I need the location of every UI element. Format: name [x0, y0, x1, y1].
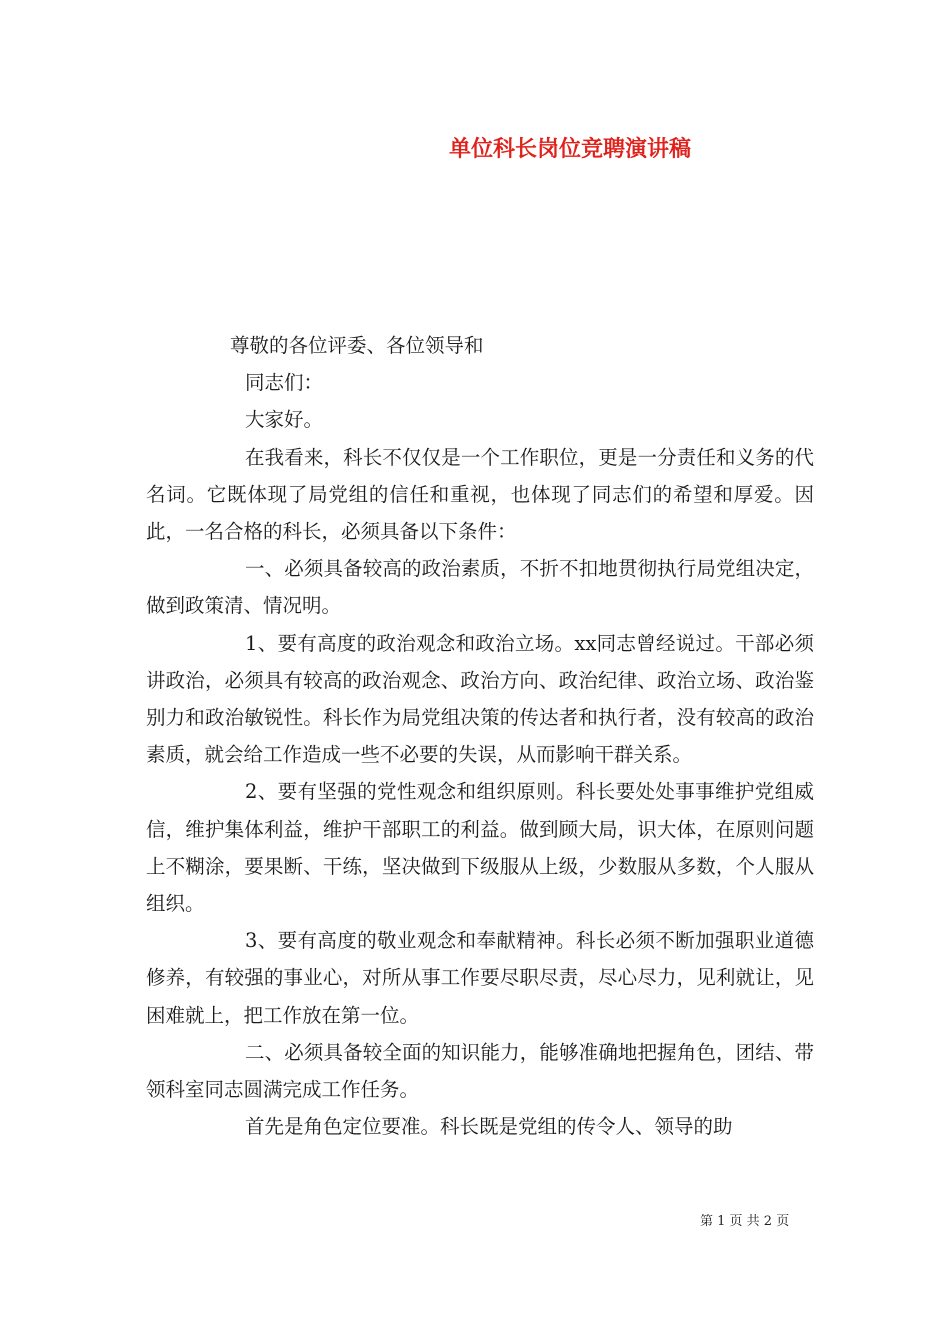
paragraph: 1、要有高度的政治观念和政治立场。xx同志曾经说过。干部必须讲政治，必须具有较高的政治观念、政治方向、政治纪律、政治立场、政治鉴别力和政治敏锐性。科长作为局党组决策的传达者和执行者，没有较高的政治素质，就会给工作造成一些不必要的失误，从而影响干群关系。 — [146, 631, 814, 767]
document-title: 单位科长岗位竞聘演讲稿 — [448, 136, 691, 162]
paragraph: 一、必须具备较高的政治素质，不折不扣地贯彻执行局党组决定，做到政策清、情况明。 — [146, 557, 814, 618]
salutation-continued: 同志们： — [245, 371, 324, 395]
paragraph: 在我看来，科长不仅仅是一个工作职位，更是一分责任和义务的代名词。它既体现了局党组的信任和重视，也体现了同志们的希望和厚爱。因此，一名合格的科长，必须具备以下条件： — [146, 445, 814, 544]
paragraph: 首先是角色定位要准。科长既是党组的传令人、领导的助 — [245, 1115, 733, 1139]
salutation: 尊敬的各位评委、各位领导和 — [230, 334, 484, 357]
paragraph: 2、要有坚强的党性观念和组织原则。科长要处处事事维护党组威信，维护集体利益，维护干部职工的利益。做到顾大局，识大体，在原则问题上不糊涂，要果断、干练，坚决做到下级服从上级，少数服从多数，个人服从组织。 — [146, 780, 814, 916]
paragraph: 二、必须具备较全面的知识能力，能够准确地把握角色，团结、带领科室同志圆满完成工作任务。 — [146, 1040, 814, 1102]
document-body — [146, 327, 814, 1145]
page-number: 第 1 页 共 2 页 — [700, 1214, 790, 1229]
greeting: 大家好。 — [245, 408, 324, 432]
paragraph: 3、要有高度的敬业观念和奉献精神。科长必须不断加强职业道德修养，有较强的事业心，对所从事工作要尽职尽责，尽心尽力，见利就让，见困难就上，把工作放在第一位。 — [146, 929, 814, 1027]
